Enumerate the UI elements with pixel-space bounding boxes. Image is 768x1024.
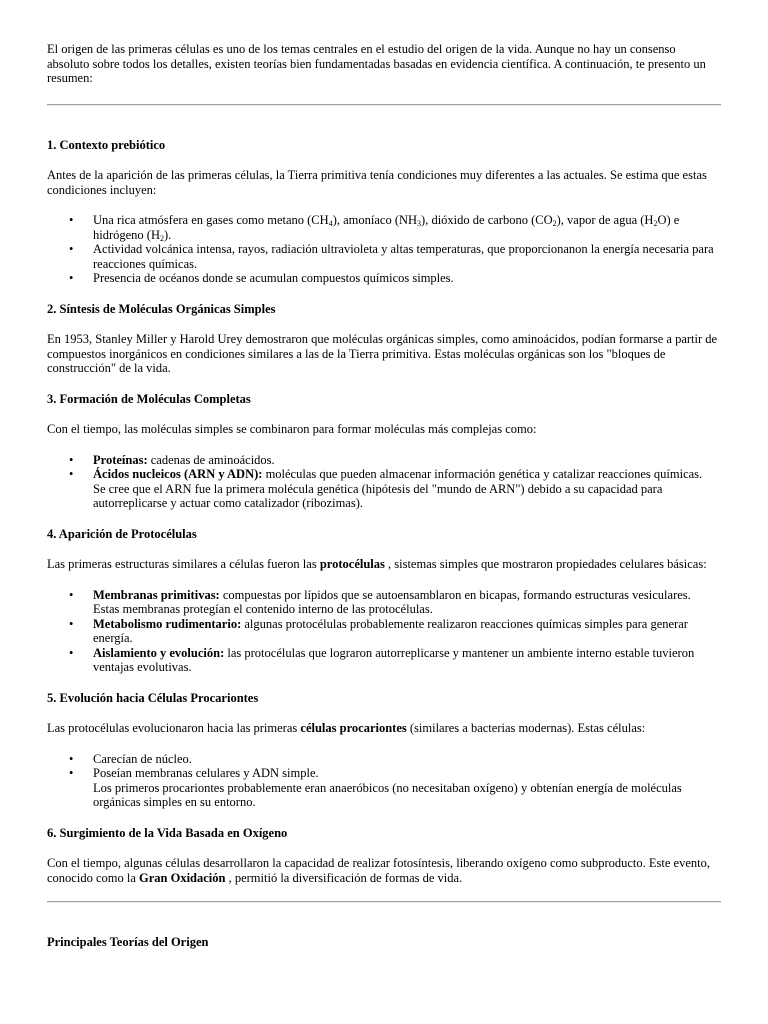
section-1-paragraph: Antes de la aparición de las primeras células, la Tierra primitiva tenía condiciones muy diferentes a las actuales. Se estima que estas condiciones incluyen: xyxy=(47,168,707,197)
section-complex-molecules xyxy=(47,392,721,511)
section-5-list xyxy=(47,752,721,810)
section-2-paragraph: En 1953, Stanley Miller y Harold Urey demostraron que moléculas orgánicas simples, como aminoácidos, podían formarse a partir de compuestos inorgánicos en condiciones similares a las de la Tierra primitiva. Estas moléculas orgánicas son los "bloques de construcción" de la vida. xyxy=(47,332,718,375)
section-5-paragraph: Las protocélulas evolucionaron hacia las primeras células procariontes (similares a bacterias modernas). Estas células: xyxy=(47,721,646,735)
list-item: • Poseían membranas celulares y ADN simple. Los primeros procariontes probablemente eran anaeróbicos (no necesitaban oxígeno) y obtenían energía de moléculas orgánicas simples en su entorno. xyxy=(93,766,721,810)
list-item: • Presencia de océanos donde se acumulan compuestos químicos simples. xyxy=(93,271,721,286)
section-1-title: 1. Contexto prebiótico xyxy=(47,137,166,152)
section-4-list xyxy=(47,588,721,675)
section-simple-organic-molecules xyxy=(47,302,721,376)
list-item: • Actividad volcánica intensa, rayos, radiación ultravioleta y altas temperaturas, que proporcionanon la energía necesaria para reacciones químicas. xyxy=(93,242,721,271)
section-6-title: 6. Surgimiento de la Vida Basada en Oxígeno xyxy=(47,825,288,840)
list-item: • Ácidos nucleicos (ARN y ADN): moléculas que pueden almacenar información genética y catalizar reacciones químicas. Se cree que el ARN fue la primera molécula genética (hipótesis del "mundo de ARN") debido a su capacidad para autorreplicarse y actuar como catalizador (ribozimas). xyxy=(93,467,721,511)
section-prokaryotes xyxy=(47,691,721,810)
section-oxygen-life xyxy=(47,826,721,886)
divider-bottom xyxy=(47,901,721,903)
section-4-paragraph: Las primeras estructuras similares a células fueron las protocélulas , sistemas simples que mostraron propiedades celulares básicas: xyxy=(47,557,707,571)
section-1-list xyxy=(47,213,721,286)
section-6-paragraph: Con el tiempo, algunas células desarrollaron la capacidad de realizar fotosíntesis, liberando oxígeno como subproducto. Este evento, conocido como la Gran Oxidación , permitió la diversificación de formas de vida. xyxy=(47,856,710,885)
divider-top xyxy=(47,104,721,106)
section-3-list xyxy=(47,453,721,511)
section-7-title: Principales Teorías del Origen xyxy=(47,935,209,949)
list-item: • Metabolismo rudimentario: algunas protocélulas probablemente realizaron reacciones químicas simples para generar energía. xyxy=(93,617,721,646)
section-2-title: 2. Síntesis de Moléculas Orgánicas Simples xyxy=(47,301,276,316)
list-item: • Carecían de núcleo. xyxy=(93,752,721,767)
list-item: • Aislamiento y evolución: las protocélulas que lograron autorreplicarse y mantener un ambiente interno estable tuvieron ventajas evolutivas. xyxy=(93,646,721,675)
section-5-title: 5. Evolución hacia Células Procariontes xyxy=(47,690,259,705)
section-main-theories xyxy=(47,935,721,950)
list-item: • Proteínas: cadenas de aminoácidos. xyxy=(93,453,721,468)
section-4-title: 4. Aparición de Protocélulas xyxy=(47,526,197,541)
intro-paragraph: El origen de las primeras células es uno de los temas centrales en el estudio del origen de la vida. Aunque no hay un consenso absoluto sobre todos los detalles, existen teorías bien fundamentadas basadas en evidencia científica. A continuación, te presento un resumen: xyxy=(47,42,706,85)
section-3-paragraph: Con el tiempo, las moléculas simples se combinaron para formar moléculas más complejas como: xyxy=(47,422,537,436)
list-item: • Una rica atmósfera en gases como metano $(CH_4)$, amoníaco $(NH_3)$, dióxido de carbono $(CO_2)$, vapor de agua $(H_2O)$ e hidrógeno $(H_2)$. xyxy=(93,213,721,242)
section-3-title: 3. Formación de Moléculas Completas xyxy=(47,391,251,406)
section-protocells xyxy=(47,527,721,675)
list-item: • Membranas primitivas: compuestas por lípidos que se autoensamblaron en bicapas, formando estructuras vesiculares. Estas membranas protegían el contenido interno de las protocélulas. xyxy=(93,588,721,617)
section-prebiotic-context xyxy=(47,138,721,286)
